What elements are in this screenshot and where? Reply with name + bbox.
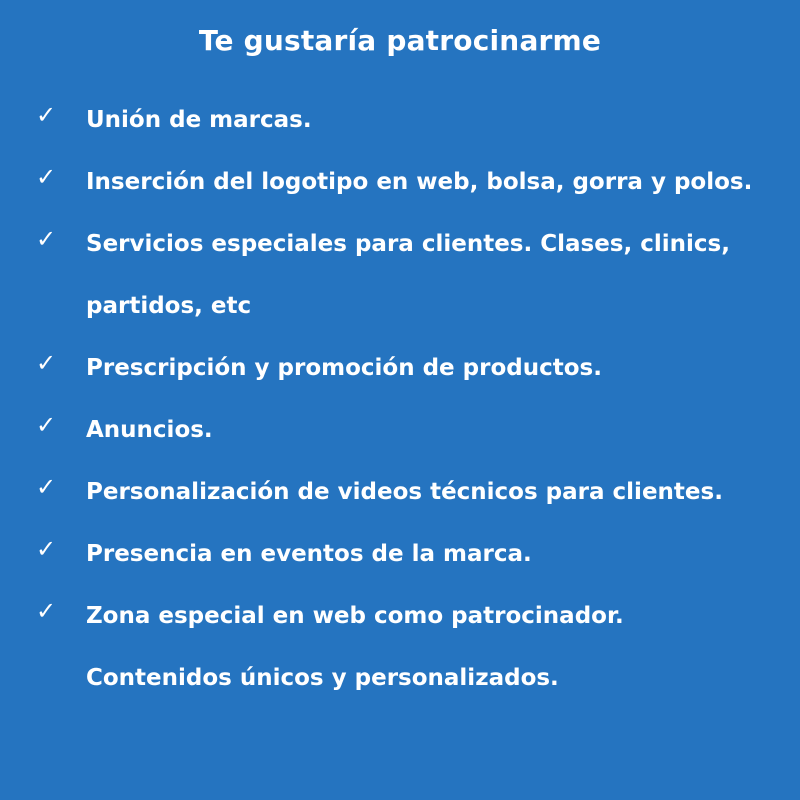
list-item-label: Inserción del logotipo en web, bolsa, gorra y polos.: [86, 169, 753, 195]
list-item: [0, 399, 800, 461]
list-item: [0, 585, 800, 709]
sponsorship-benefits-list: [0, 89, 800, 709]
check-icon: ✓: [36, 597, 57, 625]
list-item: [0, 213, 800, 337]
list-item-label: Presencia en eventos de la marca.: [86, 541, 532, 567]
list-item: [0, 151, 800, 213]
list-item: [0, 337, 800, 399]
list-item-label: Unión de marcas.: [86, 107, 312, 133]
page-title: Te gustaría patrocinarme: [198, 24, 602, 57]
check-icon: ✓: [36, 411, 57, 439]
check-icon: ✓: [36, 163, 57, 191]
list-item-label: Prescripción y promoción de productos.: [86, 355, 602, 381]
list-item-label: Servicios especiales para clientes. Clases, clinics, partidos, etc: [86, 231, 730, 319]
check-icon: ✓: [36, 349, 57, 377]
check-icon: ✓: [36, 225, 57, 253]
check-icon: ✓: [36, 473, 57, 501]
list-item-label: Personalización de videos técnicos para clientes.: [86, 479, 723, 505]
list-item: [0, 523, 800, 585]
list-item: [0, 461, 800, 523]
list-item-label: Anuncios.: [86, 417, 213, 443]
list-item: [0, 89, 800, 151]
check-icon: ✓: [36, 101, 57, 129]
list-item-label: Zona especial en web como patrocinador. Contenidos únicos y personalizados.: [86, 603, 624, 691]
check-icon: ✓: [36, 535, 57, 563]
